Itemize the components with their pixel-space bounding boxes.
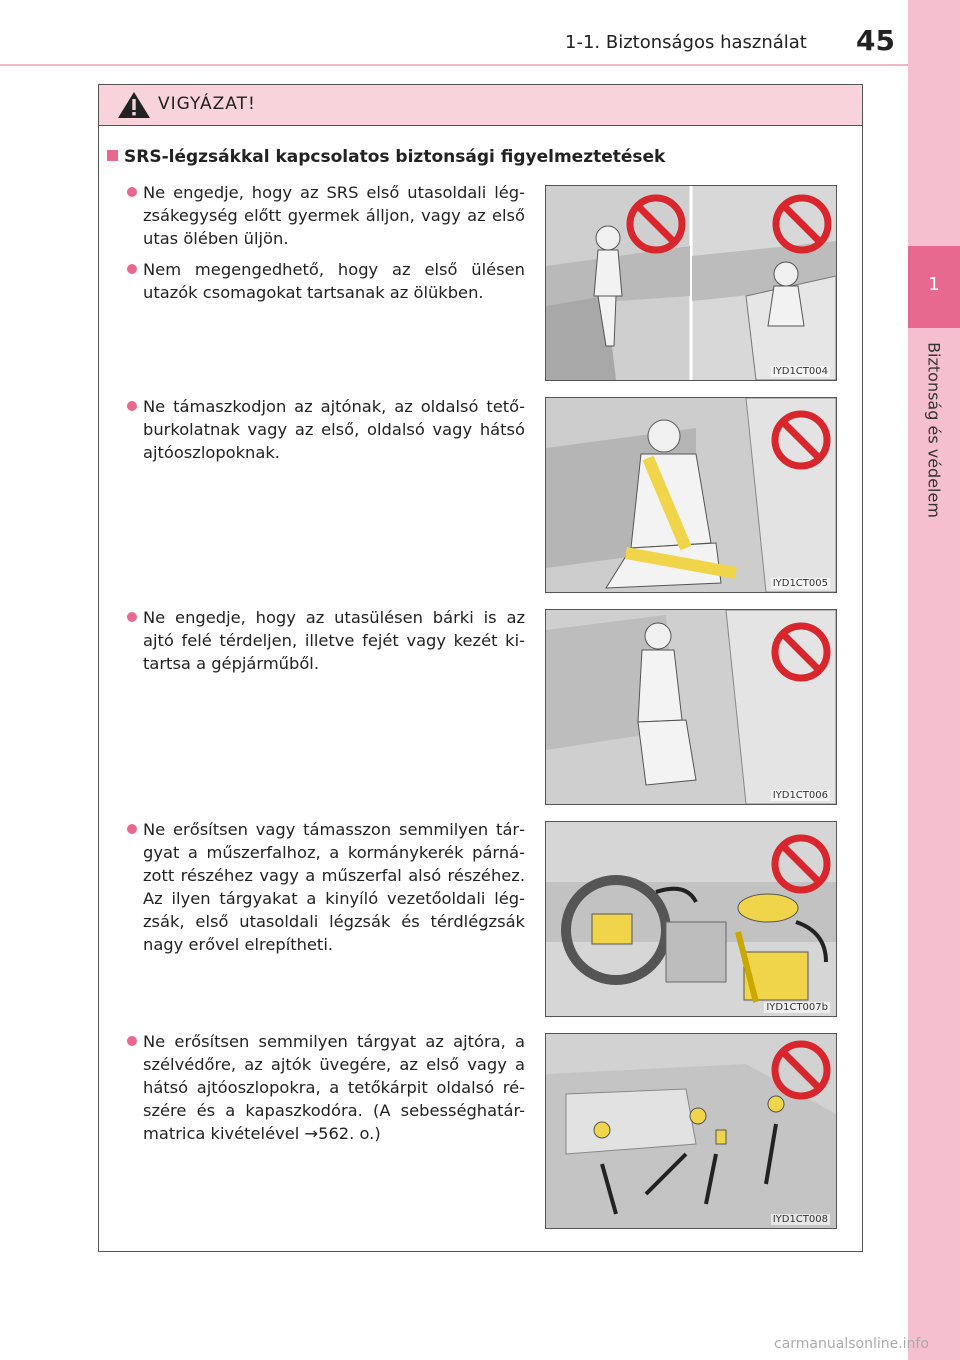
- watermark: carmanualsonline.info: [774, 1336, 929, 1352]
- page-section-title: 1-1. Biztonságos használat: [565, 32, 807, 53]
- figure-code: IYD1CT008: [772, 1214, 828, 1225]
- warning-item: [113, 258, 525, 304]
- figure-code: IYD1CT006: [772, 790, 828, 801]
- bullet-icon: [127, 1036, 137, 1046]
- figure-child-near-airbag: [545, 185, 837, 381]
- warning-label: VIGYÁZAT!: [158, 94, 256, 114]
- figure-objects-on-windows: [545, 1033, 837, 1229]
- header-divider: [0, 64, 908, 66]
- warning-box: [98, 84, 863, 1252]
- figure-code: IYD1CT005: [772, 578, 828, 589]
- bullet-icon: [127, 264, 137, 274]
- page-number: 45: [856, 24, 895, 57]
- warning-item: [113, 395, 525, 464]
- warning-triangle-icon: [117, 91, 151, 119]
- bullet-icon: [127, 824, 137, 834]
- figure-kneeling-towards-door: [545, 609, 837, 805]
- warning-item-text: Ne erősítsen semmilyen tárgyat az ajtóra, a szélvédőre, az ajtók üvegére, az első vagy a hátsó ajtóoszlopokra, a tetőkárpit oldalsó részére és a kapaszkodóra. (A sebességhatár-matrica kivételével →562. o.): [143, 1032, 525, 1143]
- chapter-number-box: [908, 246, 960, 328]
- chapter-number: 1: [928, 274, 940, 295]
- section-heading-text: SRS-légzsákkal kapcsolatos biztonsági figyelmeztetések: [124, 147, 666, 167]
- warning-header: [99, 85, 862, 126]
- warning-item: [113, 818, 525, 956]
- warning-item: [113, 1030, 525, 1145]
- warning-item-text: Ne engedje, hogy az SRS első utasoldali légzsákegység előtt gyermek álljon, vagy az első utas ölében üljön.: [143, 183, 525, 248]
- chapter-side-tab: [908, 0, 960, 1360]
- square-bullet-icon: [107, 150, 118, 161]
- warning-item-text: Ne erősítsen vagy támasszon semmilyen tárgyat a műszerfalhoz, a kormánykerék párnázott részéhez vagy a műszerfal alsó részéhez. Az ilyen tárgyakat a kinyíló vezetőoldali légzsák, első utasoldali légzsák és térdlégzsák nagy erővel elrepítheti.: [143, 820, 525, 954]
- warning-item: [113, 606, 525, 675]
- figure-objects-on-dashboard: [545, 821, 837, 1017]
- bullet-icon: [127, 401, 137, 411]
- figure-code: IYD1CT007b: [766, 1002, 828, 1013]
- warning-item-text: Ne engedje, hogy az utasülésen bárki is az ajtó felé térdeljen, illetve fejét vagy kezét kitartsa a gépjárműből.: [143, 608, 525, 673]
- warning-item-text: Ne támaszkodjon az ajtónak, az oldalsó tetőburkolatnak vagy az első, oldalsó vagy hátsó ajtóoszlopoknak.: [143, 397, 525, 462]
- figure-leaning-on-door: [545, 397, 837, 593]
- bullet-icon: [127, 612, 137, 622]
- warning-item-text: Nem megengedhető, hogy az első ülésen utazók csomagokat tartsanak az ölükben.: [143, 260, 525, 302]
- chapter-title: Biztonság és védelem: [924, 342, 944, 518]
- figure-code: IYD1CT004: [772, 366, 828, 377]
- section-heading: [107, 147, 665, 167]
- bullet-icon: [127, 187, 137, 197]
- warning-item: [113, 181, 525, 250]
